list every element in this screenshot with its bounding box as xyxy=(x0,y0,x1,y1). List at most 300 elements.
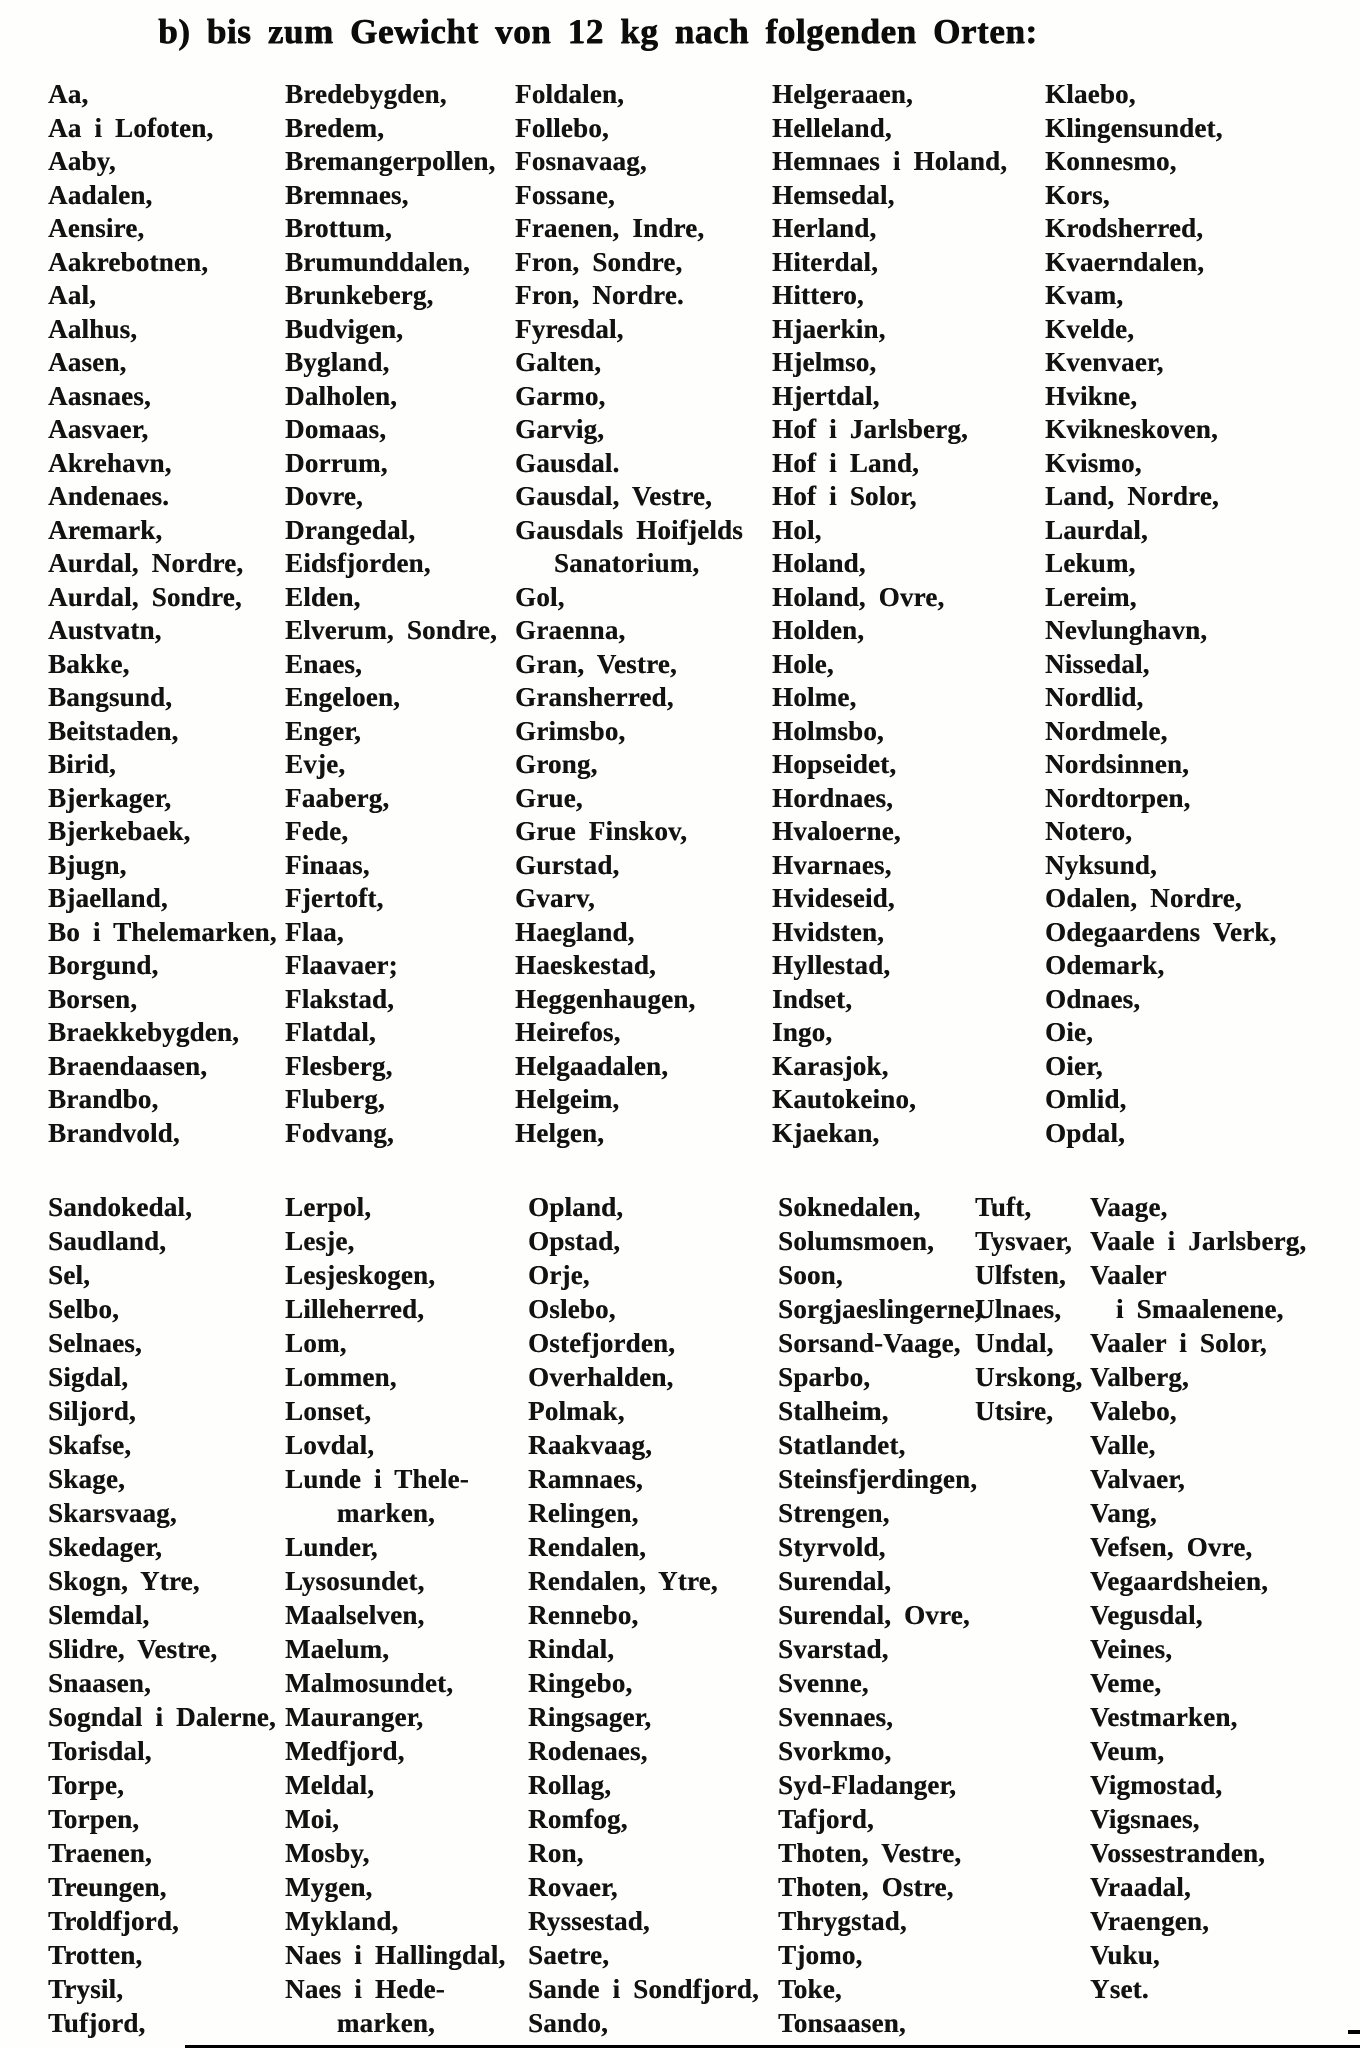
place-entry: Fossane, xyxy=(515,179,615,210)
place-entry: Flaavaer; xyxy=(285,950,398,980)
place-entry: Tjomo, xyxy=(778,1940,863,1970)
top-place-column-3 xyxy=(515,78,743,1150)
place-entry: Steinsfjerdingen, xyxy=(778,1464,978,1494)
place-entry: Tufjord, xyxy=(48,2008,146,2038)
place-entry: Indset, xyxy=(772,983,853,1014)
place-entry: Hemnaes i Holand, xyxy=(772,146,1008,176)
place-entry: Dalholen, xyxy=(285,380,398,411)
place-entry: Hordnaes, xyxy=(772,782,894,813)
place-entry: Gvarv, xyxy=(515,883,595,913)
top-place-column-1 xyxy=(48,78,277,1150)
place-entry: Lilleherred, xyxy=(285,1294,425,1324)
place-entry: Valle, xyxy=(1090,1430,1156,1460)
place-entry: Vossestranden, xyxy=(1090,1838,1266,1868)
place-entry: i Smaalenene, xyxy=(1090,1294,1284,1324)
place-entry: Elden, xyxy=(285,581,361,612)
place-entry: Vraadal, xyxy=(1090,1872,1191,1902)
place-entry: Aensire, xyxy=(48,213,145,243)
place-entry: Syd-Fladanger, xyxy=(778,1770,957,1800)
place-entry: Orje, xyxy=(528,1260,590,1290)
place-entry: Lom, xyxy=(285,1328,347,1358)
place-entry: Slidre, Vestre, xyxy=(48,1634,218,1664)
place-entry: Rennebo, xyxy=(528,1600,639,1630)
place-entry: Beitstaden, xyxy=(48,715,179,746)
place-entry: Vang, xyxy=(1090,1498,1157,1528)
place-entry: Bygland, xyxy=(285,347,390,377)
place-entry: Grong, xyxy=(515,749,598,779)
place-entry: Garvig, xyxy=(515,414,605,444)
place-entry: Konnesmo, xyxy=(1045,146,1177,176)
place-entry: Aurdal, Nordre, xyxy=(48,548,244,578)
place-entry: Aalhus, xyxy=(48,313,138,344)
place-entry: Herland, xyxy=(772,213,877,243)
place-entry: Bangsund, xyxy=(48,682,173,712)
place-entry: Skafse, xyxy=(48,1430,132,1460)
place-entry: Aaby, xyxy=(48,146,116,176)
place-entry: Medfjord, xyxy=(285,1736,405,1766)
bottom-place-column-4 xyxy=(778,1190,982,2040)
place-entry: Relingen, xyxy=(528,1498,639,1528)
place-entry: Lekum, xyxy=(1045,548,1136,578)
place-entry: Graenna, xyxy=(515,615,626,645)
place-entry: Heirefos, xyxy=(515,1017,621,1047)
place-entry: Vigsnaes, xyxy=(1090,1804,1200,1834)
place-entry: Tuft, xyxy=(975,1192,1032,1222)
place-entry: Siljord, xyxy=(48,1396,136,1426)
place-entry: Veme, xyxy=(1090,1668,1162,1698)
place-entry: Nevlunghavn, xyxy=(1045,615,1208,645)
place-entry: Sande i Sondfjord, xyxy=(528,1974,759,2004)
place-entry: Flaa, xyxy=(285,916,344,947)
place-entry: Borgund, xyxy=(48,950,159,980)
place-entry: Vefsen, Ovre, xyxy=(1090,1532,1253,1562)
place-entry: Hittero, xyxy=(772,280,864,310)
place-entry: Bjerkebaek, xyxy=(48,816,191,846)
place-entry: Sandokedal, xyxy=(48,1192,193,1222)
place-entry: Aadalen, xyxy=(48,179,153,210)
place-entry: marken, xyxy=(285,1498,435,1528)
place-entry: Helgeim, xyxy=(515,1084,620,1114)
place-entry: Aremark, xyxy=(48,514,163,545)
place-entry: Torisdal, xyxy=(48,1736,152,1766)
place-entry: marken, xyxy=(285,2008,435,2038)
place-entry: Mykland, xyxy=(285,1906,399,1936)
place-entry: Nordtorpen, xyxy=(1045,782,1191,813)
place-entry: Hopseidet, xyxy=(772,749,897,779)
place-entry: Vigmostad, xyxy=(1090,1770,1223,1800)
place-entry: Kjaekan, xyxy=(772,1117,880,1148)
place-entry: Gransherred, xyxy=(515,682,674,712)
place-entry: Vegaardsheien, xyxy=(1090,1566,1269,1596)
place-entry: Helleland, xyxy=(772,112,892,143)
place-entry: Selnaes, xyxy=(48,1328,142,1358)
place-entry: Vestmarken, xyxy=(1090,1702,1238,1732)
place-entry: Brumunddalen, xyxy=(285,246,470,277)
place-entry: Lonset, xyxy=(285,1396,372,1426)
place-entry: Bjerkager, xyxy=(48,782,172,813)
place-entry: Sigdal, xyxy=(48,1362,129,1392)
place-entry: Sorgjaeslingerne, xyxy=(778,1294,982,1324)
place-entry: Faaberg, xyxy=(285,782,390,813)
place-entry: Borsen, xyxy=(48,983,138,1014)
place-entry: Dorrum, xyxy=(285,447,388,478)
place-entry: Mauranger, xyxy=(285,1702,424,1732)
place-entry: Helgeraaen, xyxy=(772,79,913,109)
place-entry: Undal, xyxy=(975,1328,1054,1358)
place-entry: Bjugn, xyxy=(48,849,127,880)
place-entry: Tonsaasen, xyxy=(778,2008,906,2038)
place-entry: Dovre, xyxy=(285,481,363,511)
place-entry: Haegland, xyxy=(515,916,635,947)
place-entry: Troldfjord, xyxy=(48,1906,179,1936)
place-entry: Sogndal i Dalerne, xyxy=(48,1702,276,1732)
place-entry: Vegusdal, xyxy=(1090,1600,1203,1630)
place-entry: Naes i Hede- xyxy=(285,1974,445,2004)
place-entry: Sanatorium, xyxy=(515,548,700,578)
place-entry: Sando, xyxy=(528,2008,608,2038)
place-entry: Haeskestad, xyxy=(515,950,656,980)
bottom-place-column-1 xyxy=(48,1190,276,2040)
place-entry: Grue, xyxy=(515,782,583,813)
place-entry: Aurdal, Sondre, xyxy=(48,581,242,612)
place-entry: Ringsager, xyxy=(528,1702,652,1732)
place-entry: Nordlid, xyxy=(1045,682,1144,712)
place-entry: Nyksund, xyxy=(1045,849,1157,880)
place-entry: Bjaelland, xyxy=(48,883,168,913)
place-entry: Trotten, xyxy=(48,1940,143,1970)
place-entry: Budvigen, xyxy=(285,313,404,344)
place-entry: Grimsbo, xyxy=(515,715,626,746)
place-entry: Hvaloerne, xyxy=(772,816,901,846)
place-entry: Mosby, xyxy=(285,1838,370,1868)
place-entry: Karasjok, xyxy=(772,1050,889,1081)
place-entry: Slemdal, xyxy=(48,1600,150,1630)
place-entry: Styrvold, xyxy=(778,1532,886,1562)
place-entry: Tafjord, xyxy=(778,1804,874,1834)
place-entry: Oie, xyxy=(1045,1017,1094,1047)
scan-artifact-corner-tick xyxy=(1348,2030,1360,2034)
place-entry: Heggenhaugen, xyxy=(515,983,696,1014)
place-entry: Vaaler i Solor, xyxy=(1090,1328,1267,1358)
bottom-place-column-2 xyxy=(285,1190,505,2040)
place-entry: Lommen, xyxy=(285,1362,397,1392)
place-entry: Brottum, xyxy=(285,213,392,243)
place-entry: Aakrebotnen, xyxy=(48,246,209,277)
place-entry: Follebo, xyxy=(515,112,609,143)
place-entry: Saetre, xyxy=(528,1940,610,1970)
place-entry: Hvidsten, xyxy=(772,916,885,947)
top-place-column-5 xyxy=(1045,78,1276,1150)
place-entry: Polmak, xyxy=(528,1396,625,1426)
place-entry: Klaebo, xyxy=(1045,79,1136,109)
place-entry: Andenaes. xyxy=(48,481,170,511)
place-entry: Vraengen, xyxy=(1090,1906,1210,1936)
place-entry: Lesjeskogen, xyxy=(285,1260,436,1290)
place-entry: Gausdal. xyxy=(515,447,620,478)
place-entry: Surendal, Ovre, xyxy=(778,1600,970,1630)
place-entry: Ron, xyxy=(528,1838,584,1868)
place-entry: Vaaler xyxy=(1090,1260,1167,1290)
place-entry: Bakke, xyxy=(48,648,130,679)
place-entry: Thoten, Ostre, xyxy=(778,1872,954,1902)
place-entry: Fede, xyxy=(285,816,349,846)
place-entry: Aal, xyxy=(48,280,97,310)
place-entry: Klingensundet, xyxy=(1045,112,1223,143)
place-entry: Ryssestad, xyxy=(528,1906,650,1936)
place-entry: Snaasen, xyxy=(48,1668,151,1698)
place-entry: Strengen, xyxy=(778,1498,890,1528)
place-entry: Rindal, xyxy=(528,1634,615,1664)
place-entry: Valebo, xyxy=(1090,1396,1177,1426)
place-entry: Nissedal, xyxy=(1045,648,1150,679)
place-entry: Valvaer, xyxy=(1090,1464,1185,1494)
place-entry: Fjertoft, xyxy=(285,883,384,913)
place-entry: Hvideseid, xyxy=(772,883,895,913)
place-entry: Drangedal, xyxy=(285,514,416,545)
place-entry: Maelum, xyxy=(285,1634,390,1664)
place-entry: Flakstad, xyxy=(285,983,395,1014)
place-entry: Kvam, xyxy=(1045,280,1124,310)
place-entry: Lovdal, xyxy=(285,1430,375,1460)
place-entry: Hyllestad, xyxy=(772,950,891,980)
place-entry: Skedager, xyxy=(48,1532,163,1562)
place-entry: Yset. xyxy=(1090,1974,1149,2004)
place-entry: Aa i Lofoten, xyxy=(48,112,214,143)
place-entry: Utsire, xyxy=(975,1396,1054,1426)
place-entry: Hvarnaes, xyxy=(772,849,892,880)
place-entry: Ulnaes, xyxy=(975,1294,1062,1324)
place-entry: Bremangerpollen, xyxy=(285,146,496,176)
place-entry: Vuku, xyxy=(1090,1940,1160,1970)
place-entry: Tysvaer, xyxy=(975,1226,1072,1256)
place-entry: Fodvang, xyxy=(285,1117,394,1148)
place-entry: Kvenvaer, xyxy=(1045,347,1164,377)
place-entry: Hof i Jarlsberg, xyxy=(772,414,968,444)
place-entry: Opland, xyxy=(528,1192,624,1222)
place-entry: Fron, Nordre. xyxy=(515,280,684,310)
place-entry: Soon, xyxy=(778,1260,843,1290)
place-entry: Opstad, xyxy=(528,1226,621,1256)
place-entry: Lesje, xyxy=(285,1226,355,1256)
place-entry: Omlid, xyxy=(1045,1084,1127,1114)
place-entry: Veines, xyxy=(1090,1634,1173,1664)
place-entry: Fluberg, xyxy=(285,1084,385,1114)
place-entry: Sel, xyxy=(48,1260,91,1290)
place-entry: Ulfsten, xyxy=(975,1260,1066,1290)
place-entry: Malmosundet, xyxy=(285,1668,454,1698)
place-entry: Garmo, xyxy=(515,380,606,411)
place-entry: Bremnaes, xyxy=(285,179,409,210)
place-entry: Helgaadalen, xyxy=(515,1050,669,1081)
place-entry: Urskong, xyxy=(975,1362,1083,1392)
place-entry: Aasen, xyxy=(48,347,127,377)
place-entry: Brandbo, xyxy=(48,1084,159,1114)
place-entry: Gausdals Hoifjelds xyxy=(515,514,743,545)
place-entry: Aasnaes, xyxy=(48,380,151,411)
place-entry: Bredem, xyxy=(285,112,385,143)
place-entry: Rodenaes, xyxy=(528,1736,648,1766)
place-entry: Torpe, xyxy=(48,1770,124,1800)
place-entry: Kvaerndalen, xyxy=(1045,246,1205,277)
place-entry: Flatdal, xyxy=(285,1017,376,1047)
place-entry: Flesberg, xyxy=(285,1050,393,1081)
place-entry: Rendalen, Ytre, xyxy=(528,1566,718,1596)
place-entry: Holme, xyxy=(772,682,857,712)
place-entry: Brandvold, xyxy=(48,1117,180,1148)
place-entry: Nordmele, xyxy=(1045,715,1168,746)
place-entry: Odnaes, xyxy=(1045,983,1141,1014)
place-entry: Hjaerkin, xyxy=(772,313,886,344)
place-entry: Hiterdal, xyxy=(772,246,879,277)
place-entry: Braendaasen, xyxy=(48,1050,208,1081)
place-entry: Gurstad, xyxy=(515,849,620,880)
place-entry: Oslebo, xyxy=(528,1294,616,1324)
place-entry: Holand, xyxy=(772,548,866,578)
place-entry: Domaas, xyxy=(285,414,387,444)
place-entry: Svennaes, xyxy=(778,1702,894,1732)
place-entry: Maalselven, xyxy=(285,1600,425,1630)
place-entry: Kors, xyxy=(1045,179,1110,210)
place-entry: Rovaer, xyxy=(528,1872,618,1902)
place-entry: Lunde i Thele- xyxy=(285,1464,469,1494)
place-entry: Birid, xyxy=(48,749,116,779)
place-entry: Lunder, xyxy=(285,1532,378,1562)
place-entry: Selbo, xyxy=(48,1294,119,1324)
place-entry: Brunkeberg, xyxy=(285,280,434,310)
bottom-place-column-5 xyxy=(975,1190,1082,1428)
place-entry: Hvikne, xyxy=(1045,380,1138,411)
place-entry: Statlandet, xyxy=(778,1430,906,1460)
place-entry: Hemsedal, xyxy=(772,179,895,210)
place-entry: Surendal, xyxy=(778,1566,892,1596)
place-entry: Elverum, Sondre, xyxy=(285,615,497,645)
place-entry: Finaas, xyxy=(285,849,370,880)
place-entry: Lerpol, xyxy=(285,1192,372,1222)
place-entry: Holand, Ovre, xyxy=(772,581,945,612)
place-entry: Fosnavaag, xyxy=(515,146,647,176)
place-entry: Foldalen, xyxy=(515,79,625,109)
place-entry: Skarsvaag, xyxy=(48,1498,177,1528)
place-entry: Hof i Solor, xyxy=(772,481,917,511)
place-entry: Bredebygden, xyxy=(285,79,447,109)
place-entry: Torpen, xyxy=(48,1804,140,1834)
place-entry: Kvismo, xyxy=(1045,447,1142,478)
place-entry: Solumsmoen, xyxy=(778,1226,934,1256)
place-entry: Gol, xyxy=(515,581,565,612)
place-entry: Ringebo, xyxy=(528,1668,633,1698)
place-entry: Overhalden, xyxy=(528,1362,674,1392)
place-entry: Svorkmo, xyxy=(778,1736,892,1766)
place-entry: Hjertdal, xyxy=(772,380,880,411)
place-entry: Galten, xyxy=(515,347,602,377)
place-entry: Odemark, xyxy=(1045,950,1165,980)
place-entry: Soknedalen, xyxy=(778,1192,921,1222)
place-entry: Kvelde, xyxy=(1045,313,1135,344)
place-entry: Gran, Vestre, xyxy=(515,648,677,679)
place-entry: Fraenen, Indre, xyxy=(515,213,705,243)
place-entry: Mygen, xyxy=(285,1872,373,1902)
place-entry: Kautokeino, xyxy=(772,1084,916,1114)
place-entry: Lysosundet, xyxy=(285,1566,425,1596)
place-entry: Austvatn, xyxy=(48,615,162,645)
top-place-column-4 xyxy=(772,78,1007,1150)
place-entry: Ostefjorden, xyxy=(528,1328,676,1358)
place-entry: Laurdal, xyxy=(1045,514,1148,545)
place-entry: Hole, xyxy=(772,648,834,679)
place-entry: Kvikneskoven, xyxy=(1045,414,1218,444)
place-entry: Akrehavn, xyxy=(48,447,172,478)
place-entry: Hof i Land, xyxy=(772,447,919,478)
place-entry: Eidsfjorden, xyxy=(285,548,431,578)
place-entry: Romfog, xyxy=(528,1804,628,1834)
place-entry: Helgen, xyxy=(515,1117,605,1148)
place-entry: Engeloen, xyxy=(285,682,401,712)
top-place-column-2 xyxy=(285,78,497,1150)
place-entry: Thrygstad, xyxy=(778,1906,907,1936)
place-entry: Sorsand-Vaage, xyxy=(778,1328,961,1358)
place-entry: Vaage, xyxy=(1090,1192,1168,1222)
place-entry: Ramnaes, xyxy=(528,1464,643,1494)
place-entry: Svenne, xyxy=(778,1668,869,1698)
place-entry: Naes i Hallingdal, xyxy=(285,1940,506,1970)
place-entry: Valberg, xyxy=(1090,1362,1189,1392)
place-entry: Grue Finskov, xyxy=(515,816,688,846)
place-entry: Holmsbo, xyxy=(772,715,884,746)
place-entry: Lereim, xyxy=(1045,581,1137,612)
place-entry: Braekkebygden, xyxy=(48,1017,240,1047)
place-entry: Ingo, xyxy=(772,1017,833,1047)
place-entry: Trysil, xyxy=(48,1974,124,2004)
place-entry: Hjelmso, xyxy=(772,347,877,377)
place-entry: Raakvaag, xyxy=(528,1430,653,1460)
place-entry: Rendalen, xyxy=(528,1532,647,1562)
place-entry: Stalheim, xyxy=(778,1396,889,1426)
place-entry: Enger, xyxy=(285,715,361,746)
place-entry: Fyresdal, xyxy=(515,313,624,344)
place-entry: Odalen, Nordre, xyxy=(1045,883,1242,913)
bottom-place-column-6 xyxy=(1090,1190,1306,2006)
bottom-place-column-3 xyxy=(528,1190,759,2040)
place-entry: Aasvaer, xyxy=(48,414,149,444)
place-entry: Notero, xyxy=(1045,816,1133,846)
place-entry: Meldal, xyxy=(285,1770,375,1800)
place-entry: Skogn, Ytre, xyxy=(48,1566,200,1596)
place-entry: Rollag, xyxy=(528,1770,612,1800)
place-entry: Krodsherred, xyxy=(1045,213,1204,243)
place-entry: Toke, xyxy=(778,1974,842,2004)
place-entry: Nordsinnen, xyxy=(1045,749,1189,779)
place-entry: Enaes, xyxy=(285,648,362,679)
place-entry: Veum, xyxy=(1090,1736,1165,1766)
place-entry: Holden, xyxy=(772,615,865,645)
place-entry: Fron, Sondre, xyxy=(515,246,683,277)
section-heading: b) bis zum Gewicht von 12 kg nach folgenden Orten: xyxy=(158,12,1038,51)
place-entry: Gausdal, Vestre, xyxy=(515,481,712,511)
place-entry: Sparbo, xyxy=(778,1362,871,1392)
place-entry: Treungen, xyxy=(48,1872,167,1902)
place-entry: Opdal, xyxy=(1045,1117,1125,1148)
place-entry: Vaale i Jarlsberg, xyxy=(1090,1226,1307,1256)
place-entry: Evje, xyxy=(285,749,346,779)
place-entry: Moi, xyxy=(285,1804,340,1834)
place-entry: Traenen, xyxy=(48,1838,152,1868)
place-entry: Thoten, Vestre, xyxy=(778,1838,962,1868)
place-entry: Skage, xyxy=(48,1464,125,1494)
place-entry: Odegaardens Verk, xyxy=(1045,916,1277,947)
place-entry: Oier, xyxy=(1045,1050,1103,1081)
place-entry: Aa, xyxy=(48,79,89,109)
place-entry: Land, Nordre, xyxy=(1045,481,1219,511)
